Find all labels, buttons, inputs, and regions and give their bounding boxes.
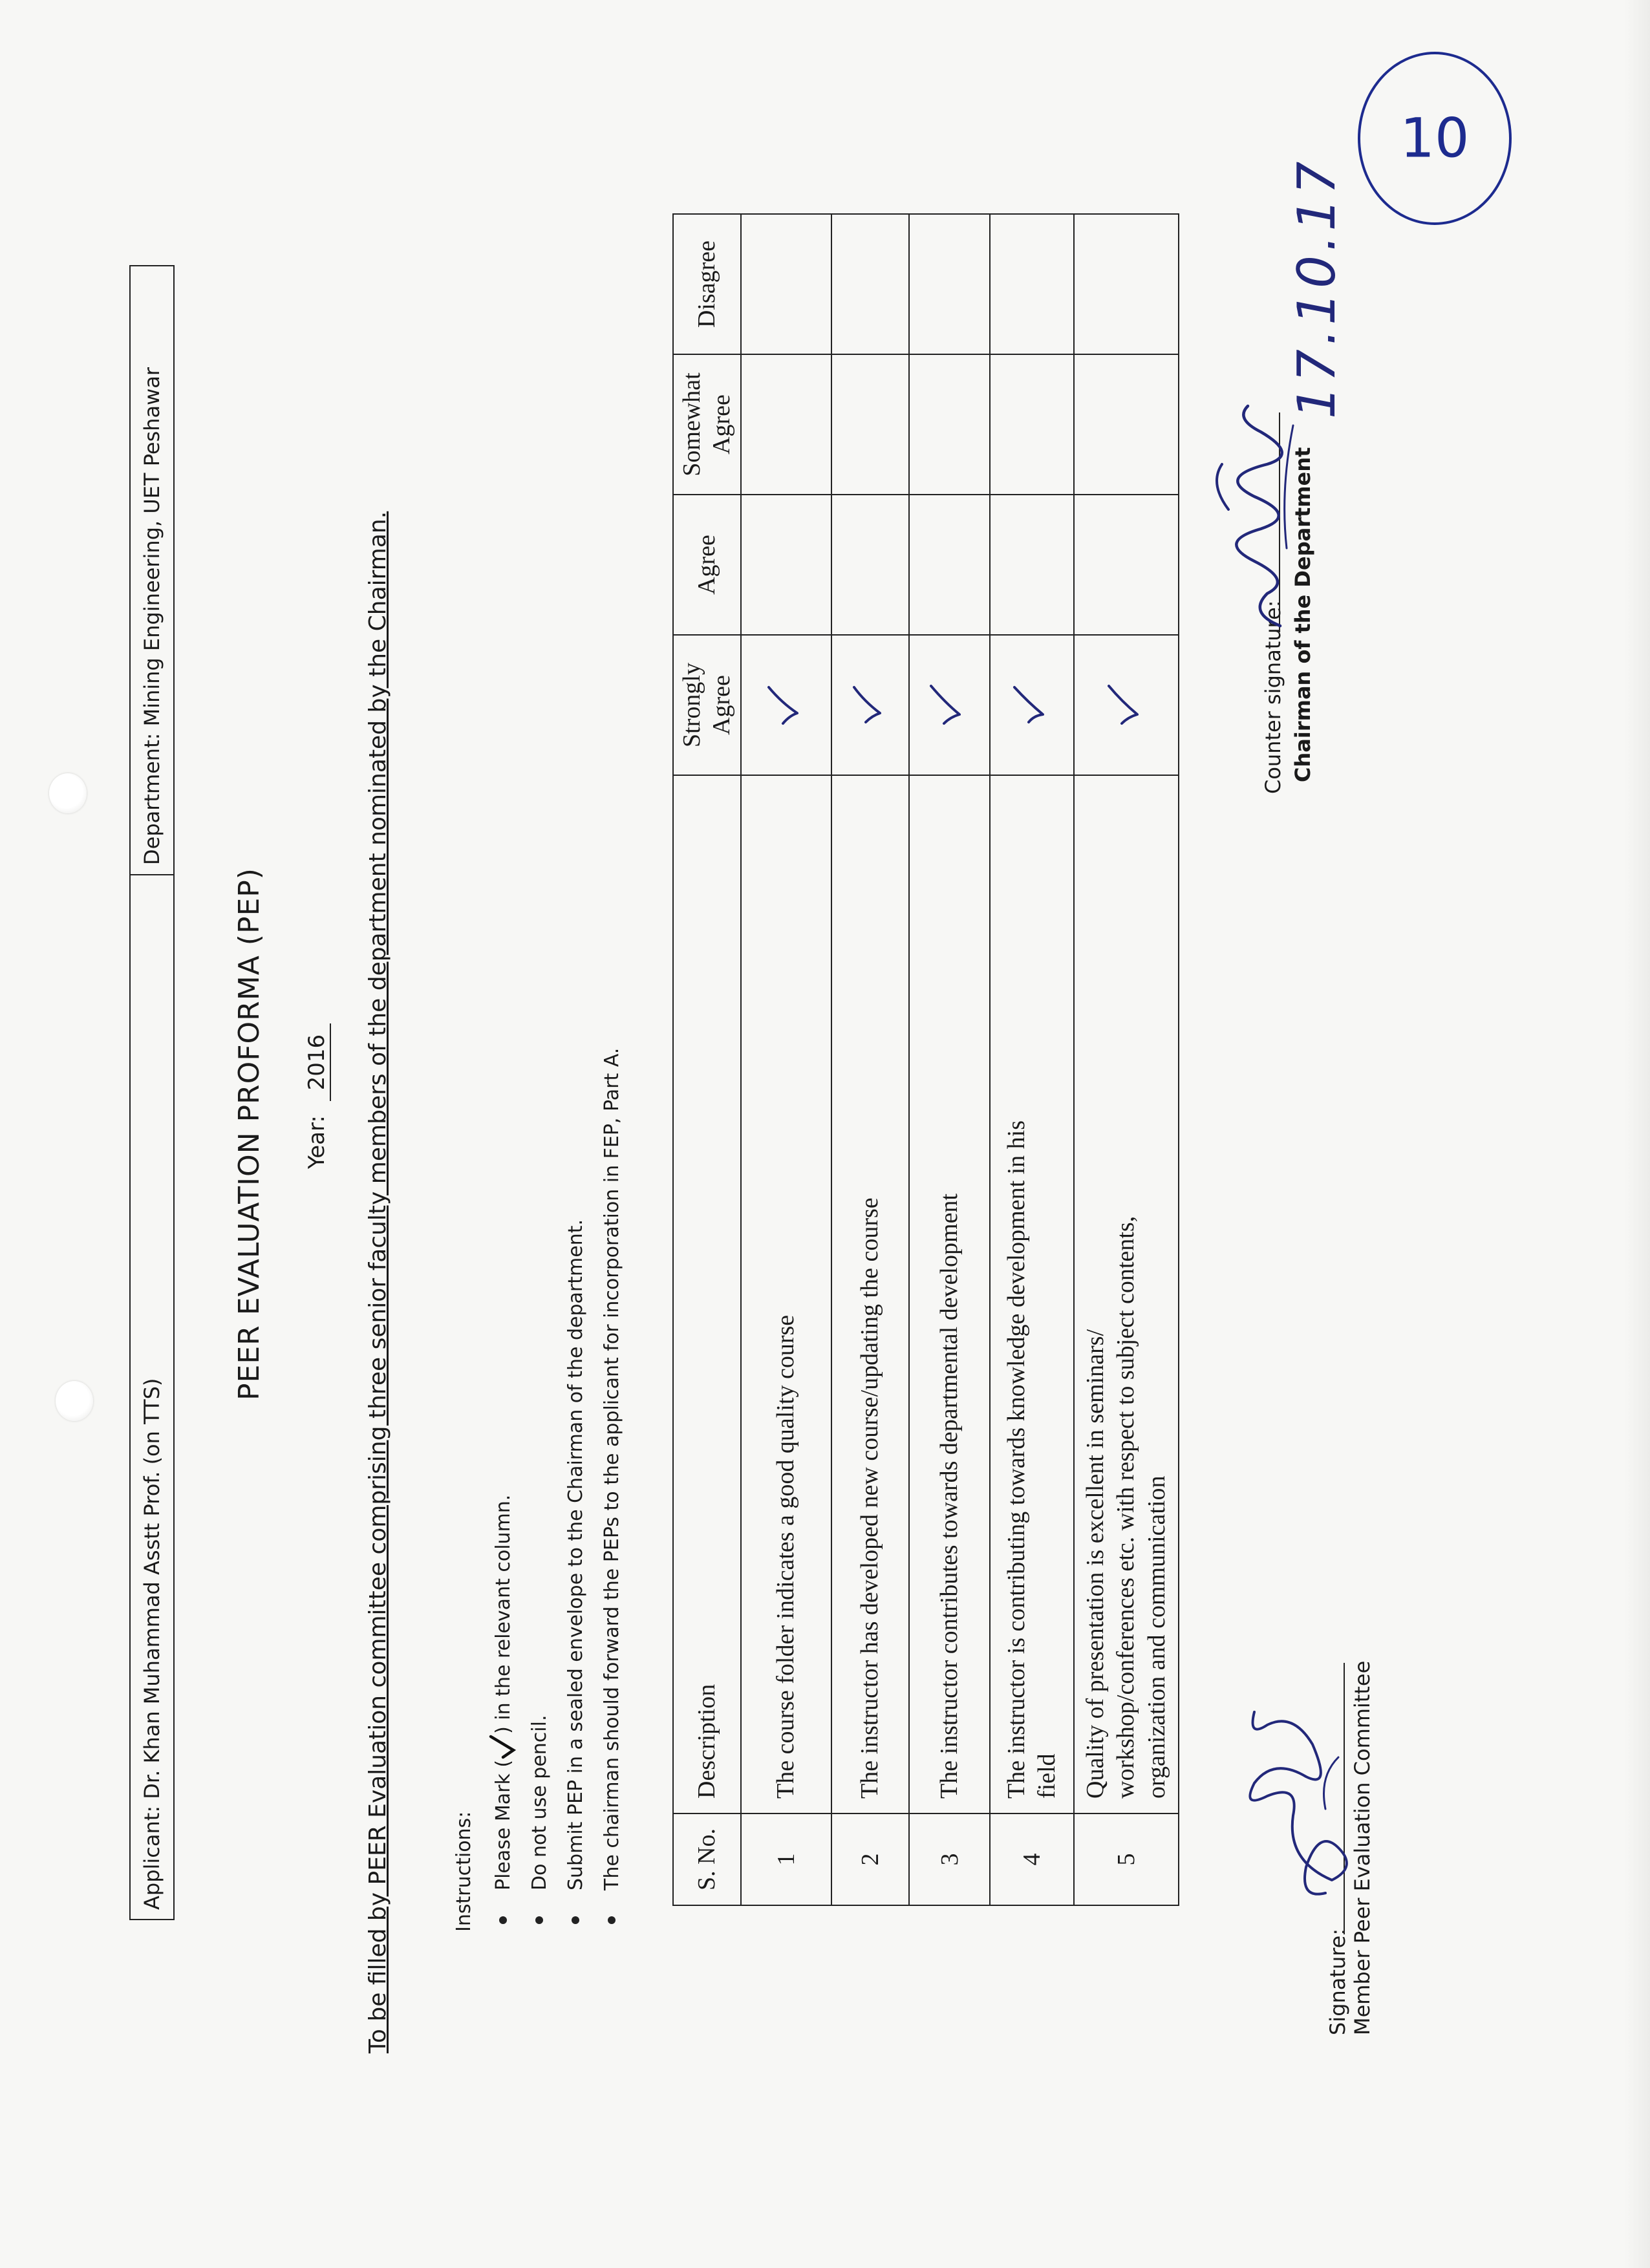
col-header-description: Description (673, 775, 741, 1813)
row-sno: 1 (741, 1813, 831, 1905)
checkmark-icon (489, 1734, 517, 1760)
desc-line: The instructor is contributing towards knowledge development in his (1002, 1120, 1030, 1799)
bullet-icon (499, 1916, 507, 1924)
instructions-list (485, 1048, 630, 1932)
instruction-item (485, 1048, 521, 1932)
member-handwritten-signature (1228, 1686, 1371, 1906)
handwritten-tick-icon (1009, 683, 1048, 728)
cell-agree[interactable] (909, 495, 990, 635)
cell-somewhat-agree[interactable] (1074, 354, 1179, 495)
form-title: PEER EVALUATION PROFORMA (PEP) (233, 868, 266, 1400)
header-line: Agree (707, 675, 735, 735)
cell-somewhat-agree[interactable] (831, 354, 909, 495)
instructions-heading: Instructions: (453, 1811, 475, 1932)
row-description (741, 775, 831, 1813)
evaluation-table (672, 213, 1179, 1906)
cell-agree[interactable] (741, 495, 831, 635)
header-line: Agree (707, 394, 735, 455)
handwritten-tick-icon (764, 683, 802, 728)
cell-strongly-agree[interactable] (990, 635, 1074, 775)
header-box (129, 265, 175, 1920)
cell-strongly-agree[interactable] (1074, 635, 1179, 775)
row-sno: 3 (909, 1813, 990, 1905)
desc-line: workshop/conferences etc. with respect to subject contents, (1112, 1215, 1140, 1799)
cell-agree[interactable] (1074, 495, 1179, 635)
row-description (831, 775, 909, 1813)
department-field: Department: Mining Engineering, UET Peshawar (140, 367, 164, 865)
handwritten-tick-icon (848, 683, 886, 728)
chairman-handwritten-signature (1203, 393, 1312, 639)
cell-agree[interactable] (831, 495, 909, 635)
row-description (1074, 775, 1179, 1813)
row-description (909, 775, 990, 1813)
col-header-sno: S. No. (673, 1813, 741, 1905)
instruction-item (557, 1048, 594, 1932)
col-header-strongly-agree (673, 635, 741, 775)
cell-disagree[interactable] (909, 214, 990, 354)
cell-somewhat-agree[interactable] (909, 354, 990, 495)
page-number: 10 (1400, 107, 1470, 171)
instruction-text: Submit PEP in a sealed envelope to the Chairman of the department. (564, 1219, 587, 1890)
instruction-text: Do not use pencil. (528, 1715, 551, 1890)
col-header-somewhat-agree (673, 354, 741, 495)
member-role: Member Peer Evaluation Committee (1350, 1660, 1375, 2035)
instruction-mark-before: Please Mark ( (491, 1759, 515, 1890)
header-line: Strongly (678, 663, 705, 747)
table-row (741, 214, 831, 1905)
col-header-disagree: Disagree (673, 214, 741, 354)
cell-somewhat-agree[interactable] (741, 354, 831, 495)
year-label: Year: (304, 1115, 330, 1169)
counter-signature-label: Counter signature: (1261, 600, 1285, 794)
row-description (990, 775, 1074, 1813)
member-signature-label: Signature: (1325, 1928, 1350, 2035)
row-sno: 5 (1074, 1813, 1179, 1905)
bullet-icon (535, 1916, 543, 1924)
desc-line: The course folder indicates a good quality course (772, 1314, 800, 1799)
row-sno: 2 (831, 1813, 909, 1905)
desc-line: organization and communication (1142, 1475, 1170, 1799)
handwritten-tick-icon (927, 683, 966, 728)
cell-disagree[interactable] (741, 214, 831, 354)
row-sno: 4 (990, 1813, 1074, 1905)
table-row (990, 214, 1074, 1905)
desc-line: field (1033, 1753, 1060, 1799)
bullet-icon (572, 1916, 579, 1924)
handwritten-tick-icon (1104, 683, 1142, 728)
desc-line: The instructor has developed new course/updating the course (856, 1197, 884, 1799)
table-row (909, 214, 990, 1905)
table-row (1074, 214, 1179, 1905)
instruction-mark-after: ) in the relevant column. (491, 1494, 515, 1734)
cell-strongly-agree[interactable] (831, 635, 909, 775)
desc-line: The instructor contributes towards departmental development (935, 1193, 963, 1799)
header-line: Somewhat (678, 372, 705, 476)
cell-somewhat-agree[interactable] (990, 354, 1074, 495)
col-header-agree: Agree (673, 495, 741, 635)
cell-strongly-agree[interactable] (741, 635, 831, 775)
cell-disagree[interactable] (1074, 214, 1179, 354)
cell-agree[interactable] (990, 495, 1074, 635)
table-row (831, 214, 909, 1905)
chairman-role: Chairman of the Department (1291, 447, 1315, 782)
instruction-item (594, 1048, 630, 1932)
page-number-circle (1358, 52, 1512, 225)
applicant-field: Applicant: Dr. Khan Muhammad Asstt Prof. (on TTS) (131, 874, 173, 1919)
instruction-text: The chairman should forward the PEPs to the applicant for incorporation in FEP, Part A. (600, 1047, 623, 1890)
instruction-item (521, 1048, 557, 1932)
bullet-icon (608, 1916, 616, 1924)
cell-strongly-agree[interactable] (909, 635, 990, 775)
desc-line: Quality of presentation is excellent in seminars/ (1081, 1329, 1109, 1799)
cell-disagree[interactable] (990, 214, 1074, 354)
year-value: 2016 (304, 1023, 331, 1101)
year-row (304, 1023, 331, 1169)
handwritten-date: 17.10.17 (1287, 157, 1347, 419)
table-header-row (673, 214, 741, 1905)
fill-instruction-note: To be filled by PEER Evaluation committee comprising three senior faculty members of the department nominated by the Chairman. (365, 511, 391, 2053)
cell-disagree[interactable] (831, 214, 909, 354)
